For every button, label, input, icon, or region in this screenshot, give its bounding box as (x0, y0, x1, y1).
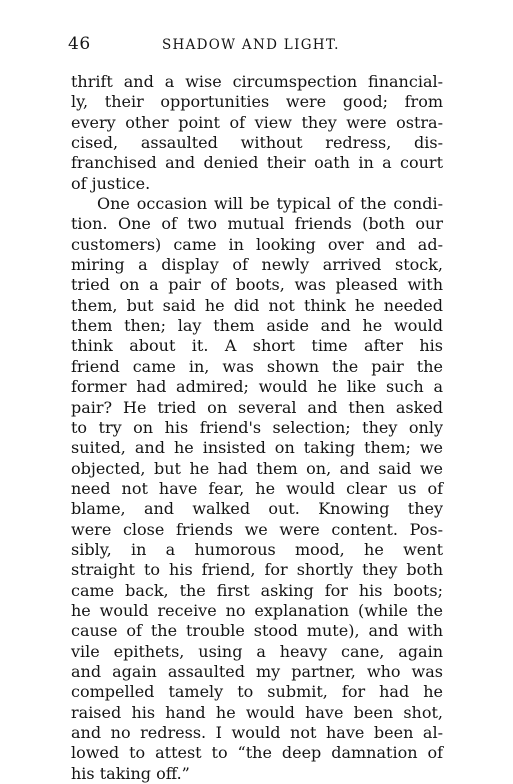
text-line: vile epithets, using a heavy cane, again (71, 641, 443, 661)
text-line: thrift and a wise circumspection financial- (71, 72, 443, 91)
text-line: cised, assaulted without redress, dis- (71, 133, 443, 153)
text-line: sibly, in a humorous mood, he went (71, 539, 443, 559)
text-line: One occasion will be typical of the condi- (97, 194, 443, 214)
text-line: suited, and he insisted on taking them; we (71, 438, 443, 458)
text-line: lowed to attest to “the deep damnation of (71, 743, 443, 763)
text-line: miring a display of newly arrived stock, (71, 255, 443, 275)
text-line: need not have fear, he would clear us of (71, 478, 443, 498)
text-line: were close friends we were content. Pos- (71, 519, 443, 539)
text-line: think about it. A short time after his (71, 336, 443, 356)
text-line: every other point of view they were ostra- (71, 112, 443, 132)
text-line: friend came in, was shown the pair the (71, 356, 443, 376)
text-line: tried on a pair of boots, was pleased with (71, 275, 443, 295)
text-line: raised his hand he would have been shot, (71, 702, 443, 722)
text-line: and no redress. I would not have been al- (71, 723, 443, 742)
text-line: his taking off.” (71, 763, 190, 783)
text-line: he would receive no explanation (while the (71, 600, 443, 620)
text-line: franchised and denied their oath in a court (71, 153, 443, 173)
text-line: compelled tamely to submit, for had he (71, 682, 443, 702)
page-number: 46 (68, 34, 91, 54)
paragraph (71, 194, 443, 784)
text-line: and again assaulted my partner, who was (71, 661, 443, 681)
text-line: them, but said he did not think he needed (71, 295, 443, 315)
text-line: came back, the first asking for his boots; (71, 580, 443, 600)
text-line: cause of the trouble stood mute), and with (71, 621, 443, 641)
text-line: former had admired; would he like such a (71, 377, 443, 397)
text-line: tion. One of two mutual friends (both our (71, 214, 443, 234)
text-line: pair? He tried on several and then asked (71, 397, 443, 417)
text-line: objected, but he had them on, and said we (71, 458, 443, 478)
text-line: ly, their opportunities were good; from (71, 92, 443, 112)
paragraph (71, 72, 443, 194)
text-line: straight to his friend, for shortly they both (71, 560, 443, 580)
running-title: SHADOW AND LIGHT. (162, 37, 340, 53)
text-line: them then; lay them aside and he would (71, 316, 443, 336)
text-line: to try on his friend's selection; they only (71, 417, 443, 437)
text-line: customers) came in looking over and ad- (71, 234, 443, 254)
text-line: blame, and walked out. Knowing they (71, 499, 443, 519)
text-line: of justice. (71, 173, 151, 193)
body-text (71, 72, 443, 784)
